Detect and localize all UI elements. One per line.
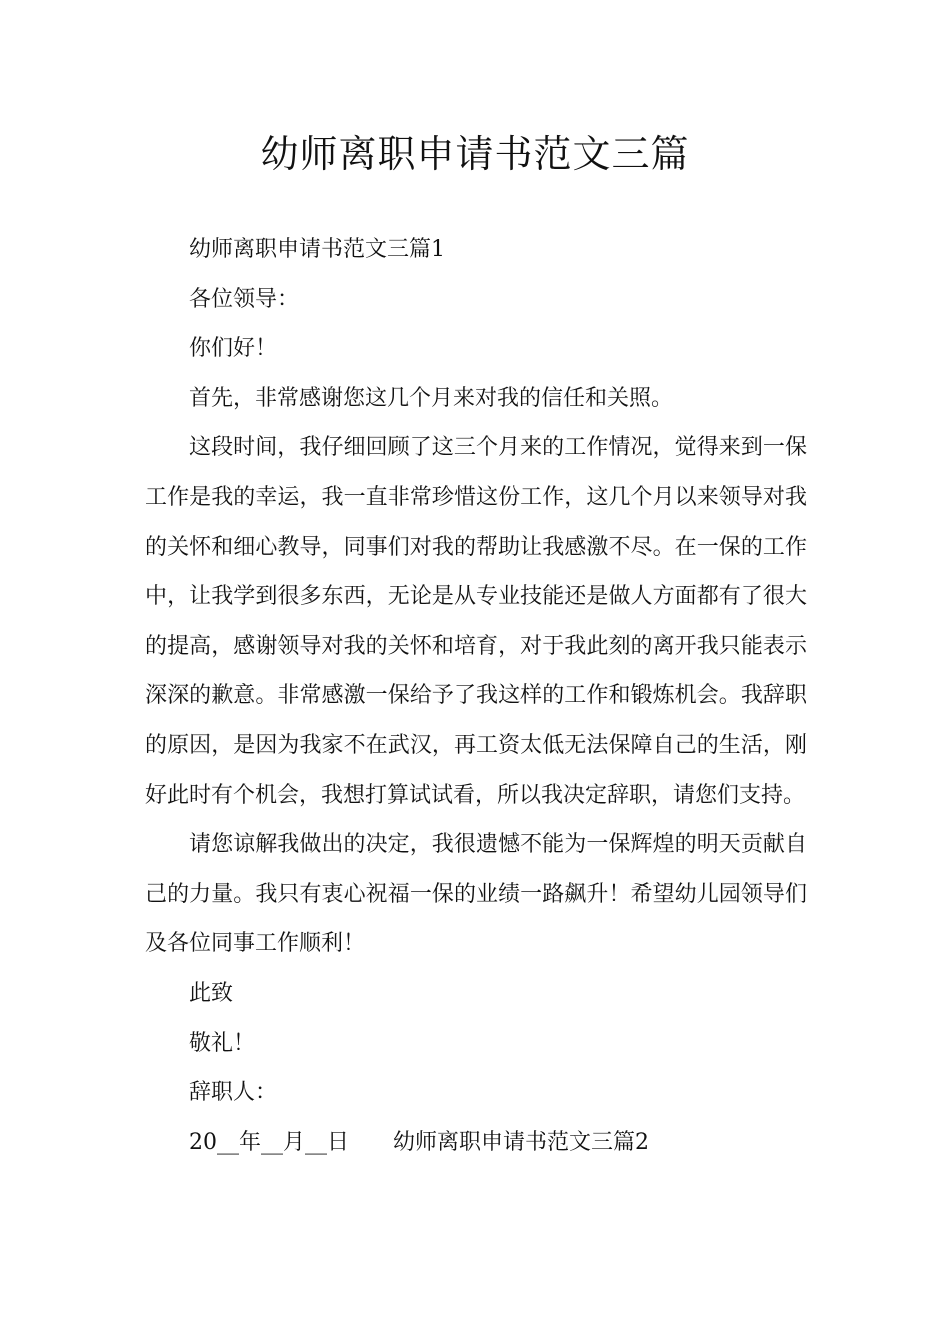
document-body	[145, 225, 807, 1167]
date-line: 20__年__月__日	[189, 1129, 349, 1155]
thanks-line: 首先，非常感谢您这几个月来对我的信任和关照。	[189, 385, 674, 411]
section-heading-2: 幼师离职申请书范文三篇2	[393, 1129, 649, 1155]
salutation: 各位领导：	[189, 286, 300, 312]
closing-jingli: 敬礼！	[189, 1030, 256, 1056]
section-heading-1: 幼师离职申请书范文三篇1	[189, 237, 445, 262]
closing-cizhi: 此致	[189, 980, 234, 1006]
body-paragraph-2: 请您谅解我做出的决定，我很遗憾不能为一保辉煌的明天贡献自己的力量。我只有衷心祝福一保的业绩一路飙升！希望幼儿园领导们及各位同事工作顺利！	[145, 832, 807, 957]
body-paragraph-1: 这段时间，我仔细回顾了这三个月来的工作情况，觉得来到一保工作是我的幸运，我一直非常珍惜这份工作，这几个月以来领导对我的关怀和细心教导，同事们对我的帮助让我感激不尽。在一保的工作中，让我学到很多东西，无论是从专业技能还是做人方面都有了很大的提高，感谢领导对我的关怀和培育，对于我此刻的离开我只能表示深深的歉意。非常感激一保给予了我这样的工作和锻炼机会。我辞职的原因，是因为我家不在武汉，再工资太低无法保障自己的生活，刚好此时有个机会，我想打算试试看，所以我决定辞职，请您们支持。	[145, 435, 807, 808]
signature-label: 辞职人：	[189, 1080, 278, 1106]
date-and-next-heading	[145, 1118, 807, 1168]
document-title: 幼师离职申请书范文三篇	[260, 132, 690, 176]
greeting: 你们好！	[189, 336, 278, 362]
